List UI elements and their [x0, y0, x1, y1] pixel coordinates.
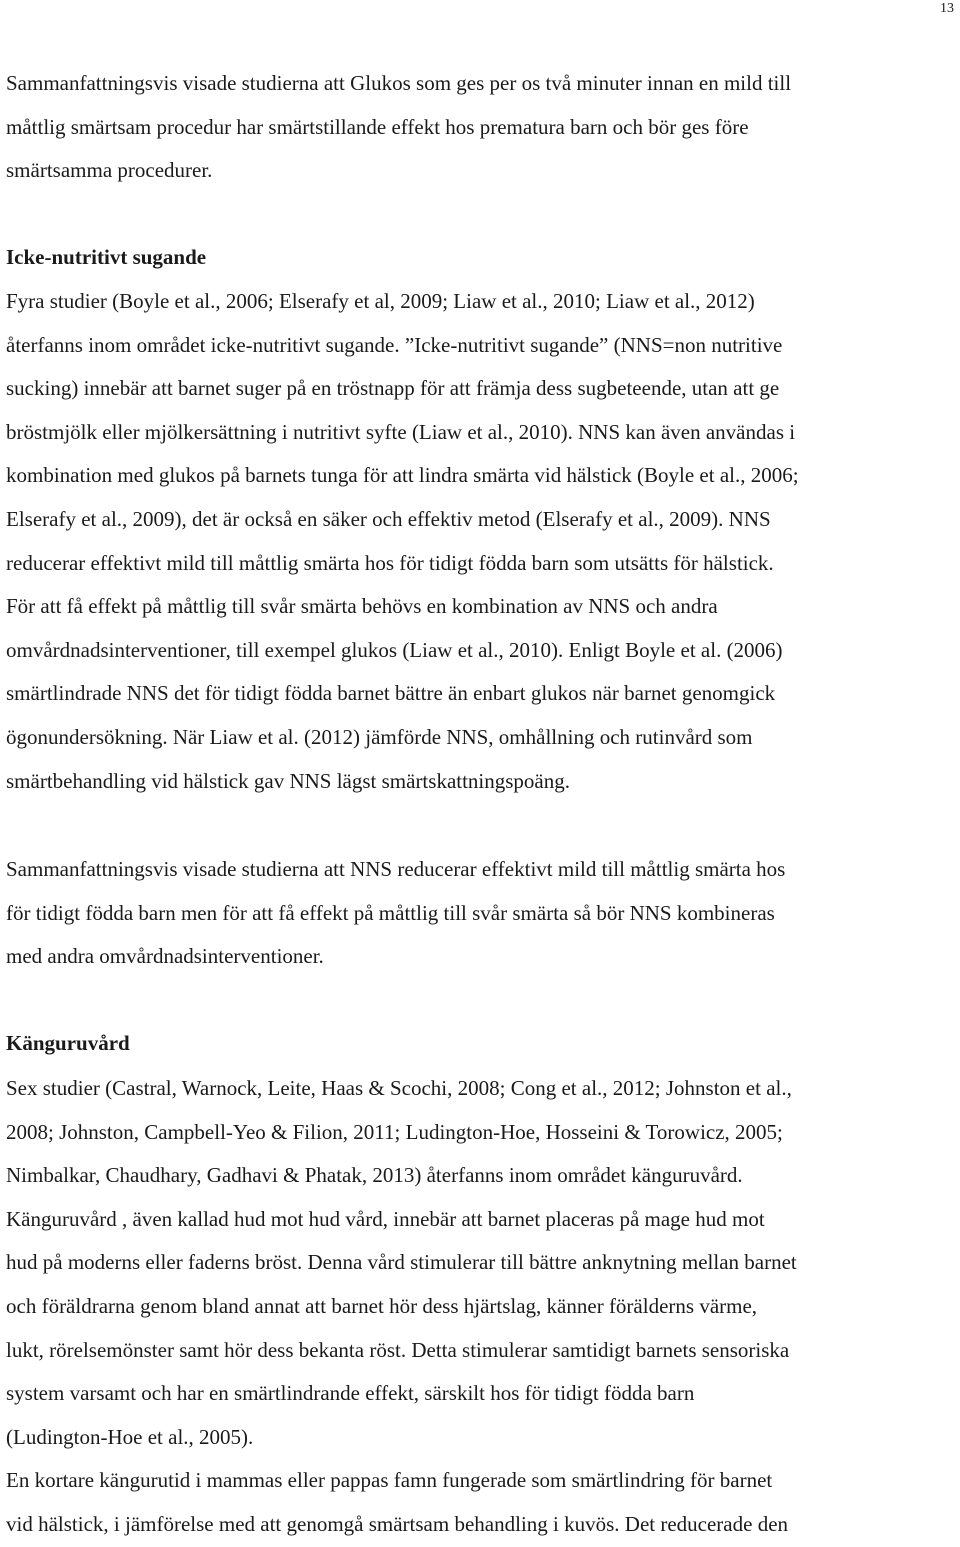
paragraph-line: omvårdnadsinterventioner, till exempel glukos (Liaw et al., 2010). Enligt Boyle et al. (2006)	[6, 637, 783, 662]
paragraph-line: Sex studier (Castral, Warnock, Leite, Haas & Scochi, 2008; Cong et al., 2012; Johnston et al.,	[6, 1076, 792, 1100]
paragraph-line: kombination med glukos på barnets tunga för att lindra smärta vid hälstick (Boyle et al., 2006;	[6, 463, 799, 488]
paragraph-line: smärtlindrade NNS det för tidigt födda barnet bättre än enbart glukos när barnet genomgick	[6, 681, 776, 706]
paragraph-line: Elserafy et al., 2009), det är också en säker och effektiv metod (Elserafy et al., 2009). NNS	[6, 506, 771, 531]
paragraph-line: system varsamt och har en smärtlindrande effekt, särskilt hos för tidigt födda barn	[6, 1381, 695, 1406]
paragraph-line: Sammanfattningsvis visade studierna att Glukos som ges per os två minuter innan en mild till	[6, 71, 792, 95]
paragraph-line: måttlig smärtsam procedur har smärtstillande effekt hos prematura barn och bör ges före	[6, 114, 749, 139]
paragraph-line: bröstmjölk eller mjölkersättning i nutritivt syfte (Liaw et al., 2010). NNS kan även användas i	[6, 419, 796, 444]
summary-paragraph-glucose	[6, 62, 958, 193]
paragraph-line: vid hälstick, i jämförelse med att genomgå smärtsam behandling i kuvös. Det reducerade den	[6, 1511, 789, 1536]
paragraph-non-nutritive-sucking	[6, 280, 958, 803]
paragraph-line: (Ludington-Hoe et al., 2005).	[6, 1424, 254, 1449]
paragraph-line: för tidigt födda barn men för att få effekt på måttlig till svår smärta så bör NNS kombineras	[6, 900, 775, 925]
paragraph-line: lukt, rörelsemönster samt hör dess bekanta röst. Detta stimulerar samtidigt barnets sensoriska	[6, 1337, 790, 1362]
paragraph-line: sucking) innebär att barnet suger på en tröstnapp för att främja dess sugbeteende, utan att ge	[6, 376, 780, 401]
page-number: 13	[940, 1, 954, 16]
summary-paragraph-nns	[6, 848, 958, 979]
paragraph-line: reducerar effektivt mild till måttlig smärta hos för tidigt födda barn som utsätts för hälstick.	[6, 550, 774, 575]
section-heading-non-nutritive-sucking: Icke-nutritivt sugande	[6, 245, 207, 269]
paragraph-line: För att få effekt på måttlig till svår smärta behövs en kombination av NNS och andra	[6, 594, 718, 619]
section-heading-kangaroo-care: Känguruvård	[6, 1031, 130, 1055]
paragraph-line: Nimbalkar, Chaudhary, Gadhavi & Phatak, 2013) återfanns inom området känguruvård.	[6, 1163, 743, 1188]
paragraph-line: Känguruvård , även kallad hud mot hud vård, innebär att barnet placeras på mage hud mot	[6, 1206, 765, 1231]
paragraph-line: Sammanfattningsvis visade studierna att NNS reducerar effektivt mild till måttlig smärta hos	[6, 857, 786, 881]
paragraph-line: En kortare kängurutid i mammas eller pappas famn fungerade som smärtlindring för barnet	[6, 1468, 773, 1493]
paragraph-line: hud på moderns eller faderns bröst. Denna vård stimulerar till bättre anknytning mellan barnet	[6, 1250, 797, 1275]
paragraph-line: med andra omvårdnadsinterventioner.	[6, 944, 324, 969]
paragraph-line: Fyra studier (Boyle et al., 2006; Elserafy et al, 2009; Liaw et al., 2010; Liaw et al., 2012)	[6, 289, 755, 313]
paragraph-line: återfanns inom området icke-nutritivt sugande. ”Icke-nutritivt sugande” (NNS=non nutritive	[6, 332, 783, 357]
paragraph-line: ögonundersökning. När Liaw et al. (2012) jämförde NNS, omhållning och rutinvård som	[6, 724, 753, 749]
paragraph-line: smärtsamma procedurer.	[6, 158, 213, 183]
paragraph-line: smärtbehandling vid hälstick gav NNS lägst smärtskattningspoäng.	[6, 768, 571, 793]
paragraph-line: och föräldrarna genom bland annat att barnet hör dess hjärtslag, känner förälderns värme,	[6, 1293, 758, 1318]
paragraph-line: 2008; Johnston, Campbell-Yeo & Filion, 2011; Ludington-Hoe, Hosseini & Torowicz, 2005;	[6, 1119, 783, 1144]
paragraph-kangaroo-care	[6, 1067, 958, 1547]
